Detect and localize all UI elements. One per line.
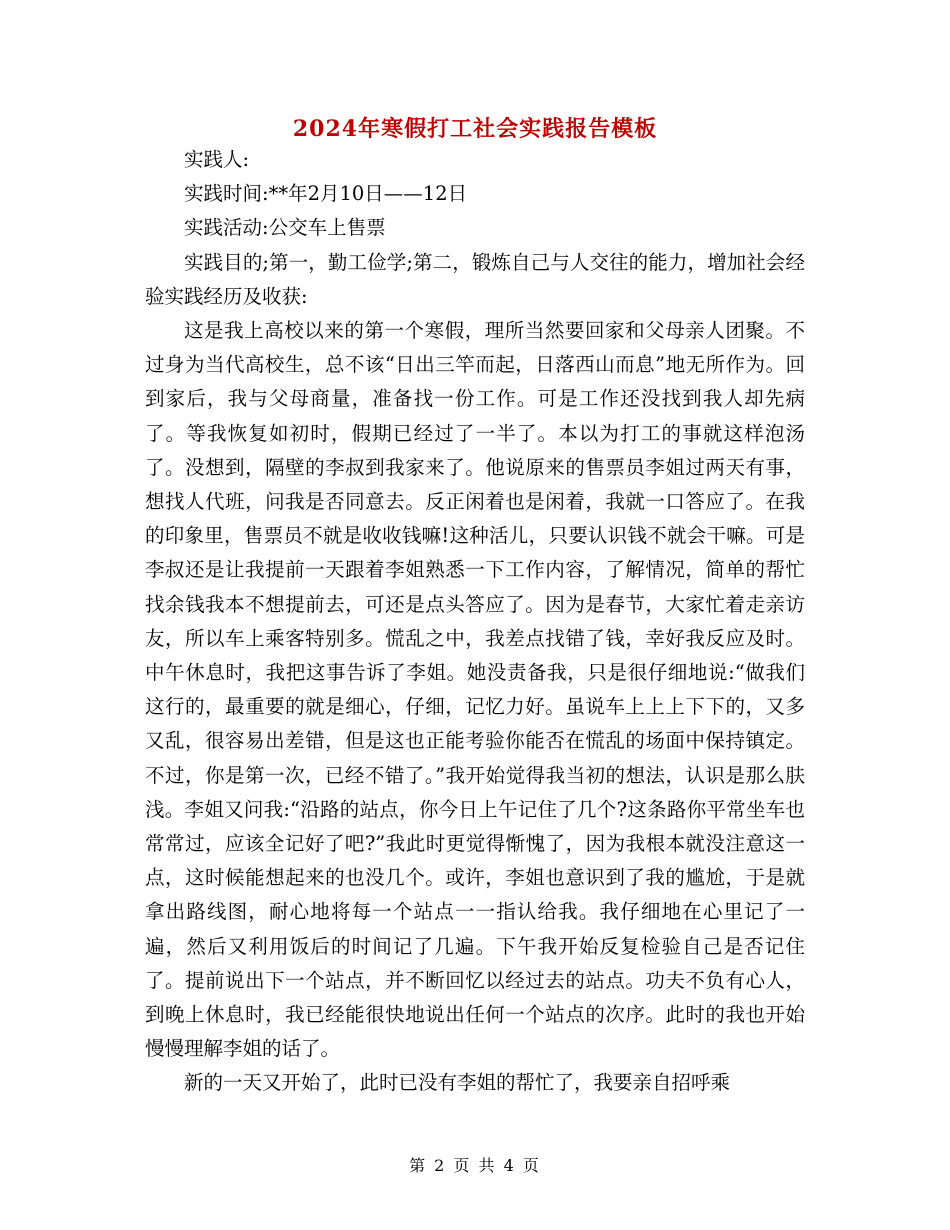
practice-time-line: 实践时间:**年2月10日——12日 bbox=[184, 182, 468, 206]
document-body bbox=[145, 143, 805, 1101]
page-number-footer: 第 2 页 共 4 页 bbox=[409, 1156, 541, 1175]
practice-activity-line: 实践活动:公交车上售票 bbox=[184, 216, 386, 240]
body-paragraph-2: 新的一天又开始了，此时已没有李姐的帮忙了，我要亲自招呼乘 bbox=[184, 1071, 731, 1095]
document-title: 2024年寒假打工社会实践报告模板 bbox=[292, 116, 658, 142]
practitioner-line: 实践人: bbox=[184, 148, 250, 171]
practice-purpose-paragraph: 实践目的;第一，勤工俭学;第二，锻炼自己与人交往的能力，增加社会经验实践经历及收获: bbox=[145, 250, 805, 308]
body-paragraph-1: 这是我上高校以来的第一个寒假，理所当然要回家和父母亲人团聚。不过身为当代高校生，总不该“日出三竿而起，日落西山而息”地无所作为。回到家后，我与父母商量，准备找一份工作。可是工作还没找到我人却先病了。等我恢复如初时，假期已经过了一半了。本以为打工的事就这样泡汤了。没想到，隔壁的李叔到我家来了。他说原来的售票员李姐过两天有事，想找人代班，问我是否同意去。反正闲着也是闲着，我就一口答应了。在我的印象里，售票员不就是收收钱嘛!这种活儿，只要认识钱不就会干嘛。可是李叔还是让我提前一天跟着李姐熟悉一下工作内容，了解情况，简单的帮忙找余钱我本不想提前去，可还是点头答应了。因为是春节，大家忙着走亲访友，所以车上乘客特别多。慌乱之中，我差点找错了钱，幸好我反应及时。中午休息时，我把这事告诉了李姐。她没责备我，只是很仔细地说:“做我们这行的，最重要的就是细心，仔细，记忆力好。虽说车上上上下下的，又多又乱，很容易出差错，但是这也正能考验你能否在慌乱的场面中保持镇定。不过，你是第一次，已经不错了。”我开始觉得我当初的想法，认识是那么肤浅。李姐又问我:“沿路的站点，你今日上午记住了几个?这条路你平常坐车也常常过，应该全记好了吧?”我此时更觉得惭愧了，因为我根本就没注意这一点，这时候能想起来的也没几个。或许，李姐也意识到了我的尴尬，于是就拿出路线图，耐心地将每一个站点一一指认给我。我仔细地在心里记了一遍，然后又利用饭后的时间记了几遍。下午我开始反复检验自己是否记住了。提前说出下一个站点，并不断回忆以经过去的站点。功夫不负有心人，到晚上休息时，我已经能很快地说出任何一个站点的次序。此时的我也开始慢慢理解李姐的话了。 bbox=[145, 319, 805, 1061]
